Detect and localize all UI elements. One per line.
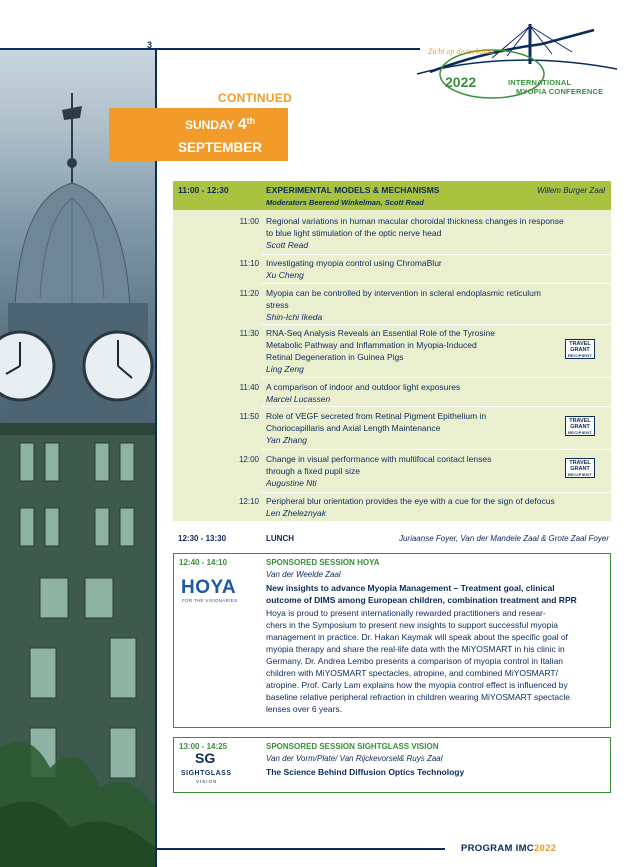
footer-rule	[155, 848, 445, 850]
hoya-time: 12:40 - 14:10	[179, 558, 228, 567]
badge-line2: GRANT	[570, 466, 590, 472]
session-moderators: Moderators Beerend Winkelman, Scott Read	[266, 198, 424, 207]
talk-title: Regional variations in human macular choroidal thickness changes in response	[266, 216, 564, 226]
logo-line2: MYOPIA CONFERENCE	[516, 87, 604, 96]
talk-speaker: Augustine Nti	[266, 478, 317, 488]
page-number: 3	[147, 40, 153, 50]
footer-label	[461, 843, 556, 854]
badge-line1: TRAVEL	[569, 460, 591, 466]
talk-time: 11:30	[239, 329, 259, 338]
talk-time: 11:50	[239, 412, 259, 421]
badge-line2: GRANT	[570, 347, 590, 353]
talk-time: 11:00	[239, 217, 259, 226]
vertical-divider	[155, 48, 157, 867]
talk-title: A comparison of indoor and outdoor light exposures	[266, 382, 461, 392]
talk-item	[173, 378, 611, 406]
talk-speaker: Scott Read	[266, 240, 309, 250]
talk-item	[173, 284, 611, 324]
desc-line: lenses over 6 years.	[266, 704, 343, 714]
day-weekday-line	[185, 116, 255, 134]
sightglass-title: The Science Behind Diffusion Optics Technology	[266, 767, 465, 777]
talk-item	[173, 255, 611, 283]
talk-speaker: Yan Zhang	[266, 435, 307, 445]
talk-title: Role of VEGF secreted from Retinal Pigment Epithelium in	[266, 411, 487, 421]
talk-text	[266, 257, 606, 281]
talk-title: RNA-Seq Analysis Reveals an Essential Role of the Tyrosine	[266, 328, 495, 338]
travel-grant-badge	[565, 416, 595, 436]
date-suffix: th	[246, 116, 256, 126]
logo-line1: INTERNATIONAL	[508, 78, 572, 87]
hoya-session	[173, 553, 611, 728]
lunch-label: LUNCH	[266, 534, 294, 543]
talk-speaker: Len Zheleznyak	[266, 508, 327, 518]
talk-time: 12:00	[238, 455, 259, 464]
day-banner	[109, 108, 288, 161]
travel-grant-badge	[565, 339, 595, 359]
talk-text	[266, 381, 606, 405]
hoya-description	[266, 607, 606, 715]
desc-line: atropine. Prof. Carly Lam explains how the myopia control effect is influenced by	[266, 680, 568, 690]
travel-grant-badge	[565, 458, 595, 478]
desc-line: myopia therapy and share the real-life data with the MiYOSMART in his clinic in	[266, 644, 565, 654]
footer-year: 2022	[533, 843, 557, 854]
talk-title: Myopia can be controlled by intervention in scleral endoplasmic reticulum	[266, 288, 541, 298]
badge-line1: TRAVEL	[569, 341, 591, 347]
sightglass-time: 13:00 - 14:25	[179, 742, 228, 751]
hoya-logo: HOYA	[181, 577, 237, 598]
logo-tagline: Zicht op de toekomst	[428, 47, 495, 56]
desc-line: chers in the Symposium to present new insights to support successful myopia	[266, 620, 558, 630]
talk-speaker: Shin-Ichi Ikeda	[266, 312, 323, 322]
talk-item	[173, 407, 611, 449]
talk-speaker: Ling Zeng	[266, 364, 304, 374]
month: SEPTEMBER	[178, 140, 263, 155]
talk-text	[266, 410, 606, 446]
talk-title: Peripheral blur orientation provides the eye with a cue for the sign of defocus	[266, 496, 555, 506]
session-room: Willem Burger Zaal	[537, 186, 605, 195]
clock-tower-illustration	[0, 48, 155, 867]
talk-time: 11:10	[239, 259, 259, 268]
sightglass-venue: Van der Vorm/Plate/ Van Rijckevorsel& Ruys Zaal	[266, 754, 443, 763]
session-time: 11:00 - 12:30	[178, 185, 229, 195]
talk-text	[266, 327, 606, 375]
logo-year: 2022	[445, 74, 477, 90]
badge-line1: TRAVEL	[569, 418, 591, 424]
session-title: EXPERIMENTAL MODELS & MECHANISMS	[266, 185, 440, 195]
talk-title: Change in visual performance with multifocal contact lenses	[266, 454, 492, 464]
hoya-venue: Van der Weelde Zaal	[266, 570, 341, 579]
talk-title-cont: Metabolic Pathway and Inflammation in Myopia-Induced	[266, 340, 477, 350]
desc-line: Hoya is proud to present internationally rewarded practitioners and resear-	[266, 608, 546, 618]
lunch-time: 12:30 - 13:30	[178, 534, 227, 543]
talk-title-cont: Retinal Degeneration in Guinea Pigs	[266, 352, 404, 362]
hoya-title-line: outcome of DIMS among European children, combination treatment and RPR	[266, 595, 577, 605]
desc-line: baseline relative peripheral refraction in children wearing MiYOSMART spectacle	[266, 692, 570, 702]
badge-line3: RECIPIENT	[567, 472, 593, 477]
talk-text	[266, 453, 606, 489]
continued-label: CONTINUED	[218, 91, 293, 105]
talk-title-cont: through a fixed pupil size	[266, 466, 361, 476]
session-header	[173, 181, 611, 210]
talk-item	[173, 213, 611, 253]
date-number: 4	[237, 116, 247, 133]
badge-line2: GRANT	[570, 424, 590, 430]
building-photo	[0, 48, 155, 867]
sightglass-logo-sub: VISION	[196, 779, 218, 784]
hoya-heading: SPONSORED SESSION HOYA	[266, 558, 380, 567]
desc-line: management in practice. Dr. Hakan Kaymak will speak about the specific goal of	[266, 632, 568, 642]
talk-title-cont: stress	[266, 300, 289, 310]
desc-line: Germany. Dr. Andrea Lembo presents a comparison of myopia control in Italian	[266, 656, 564, 666]
talk-text	[266, 495, 606, 519]
talk-time: 11:40	[239, 383, 259, 392]
talk-title: Investigating myopia control using ChromaBlur	[266, 258, 442, 268]
sightglass-session	[173, 737, 611, 793]
desc-line: children with MiYOSMART spectacles, atropine, and combined MiYOSMART/	[266, 668, 558, 678]
lunch-location: Juriaanse Foyer, Van der Mandele Zaal & Grote Zaal Foyer	[398, 534, 609, 543]
talk-text	[266, 215, 606, 251]
talk-speaker: Marcel Lucassen	[266, 394, 331, 404]
talk-text	[266, 287, 606, 323]
hoya-title-line: New insights to advance Myopia Management – Treatment goal, clinical	[266, 583, 555, 593]
footer-prefix: PROGRAM IMC	[461, 843, 534, 854]
hoya-logo-tagline: FOR THE VISIONARIES	[182, 598, 238, 603]
talk-title-cont: to blue light stimulation of the optic nerve head	[266, 228, 442, 238]
talk-time: 11:20	[239, 289, 259, 298]
top-rule	[0, 48, 420, 50]
badge-line3: RECIPIENT	[567, 430, 593, 435]
sightglass-logo-icon: SG	[195, 750, 216, 766]
talk-item	[173, 493, 611, 521]
talk-title-cont: Choriocapillaris and Axial Length Maintenance	[266, 423, 441, 433]
hoya-title	[266, 582, 606, 606]
talk-speaker: Xu Cheng	[266, 270, 304, 280]
weekday: SUNDAY	[185, 118, 235, 132]
badge-line3: RECIPIENT	[567, 353, 593, 358]
sightglass-logo-name: SIGHTGLASS	[181, 770, 232, 777]
sightglass-heading: SPONSORED SESSION SIGHTGLASS VISION	[266, 742, 439, 751]
talk-item	[173, 450, 611, 492]
talk-item	[173, 325, 611, 377]
talk-time: 12:10	[238, 497, 259, 506]
